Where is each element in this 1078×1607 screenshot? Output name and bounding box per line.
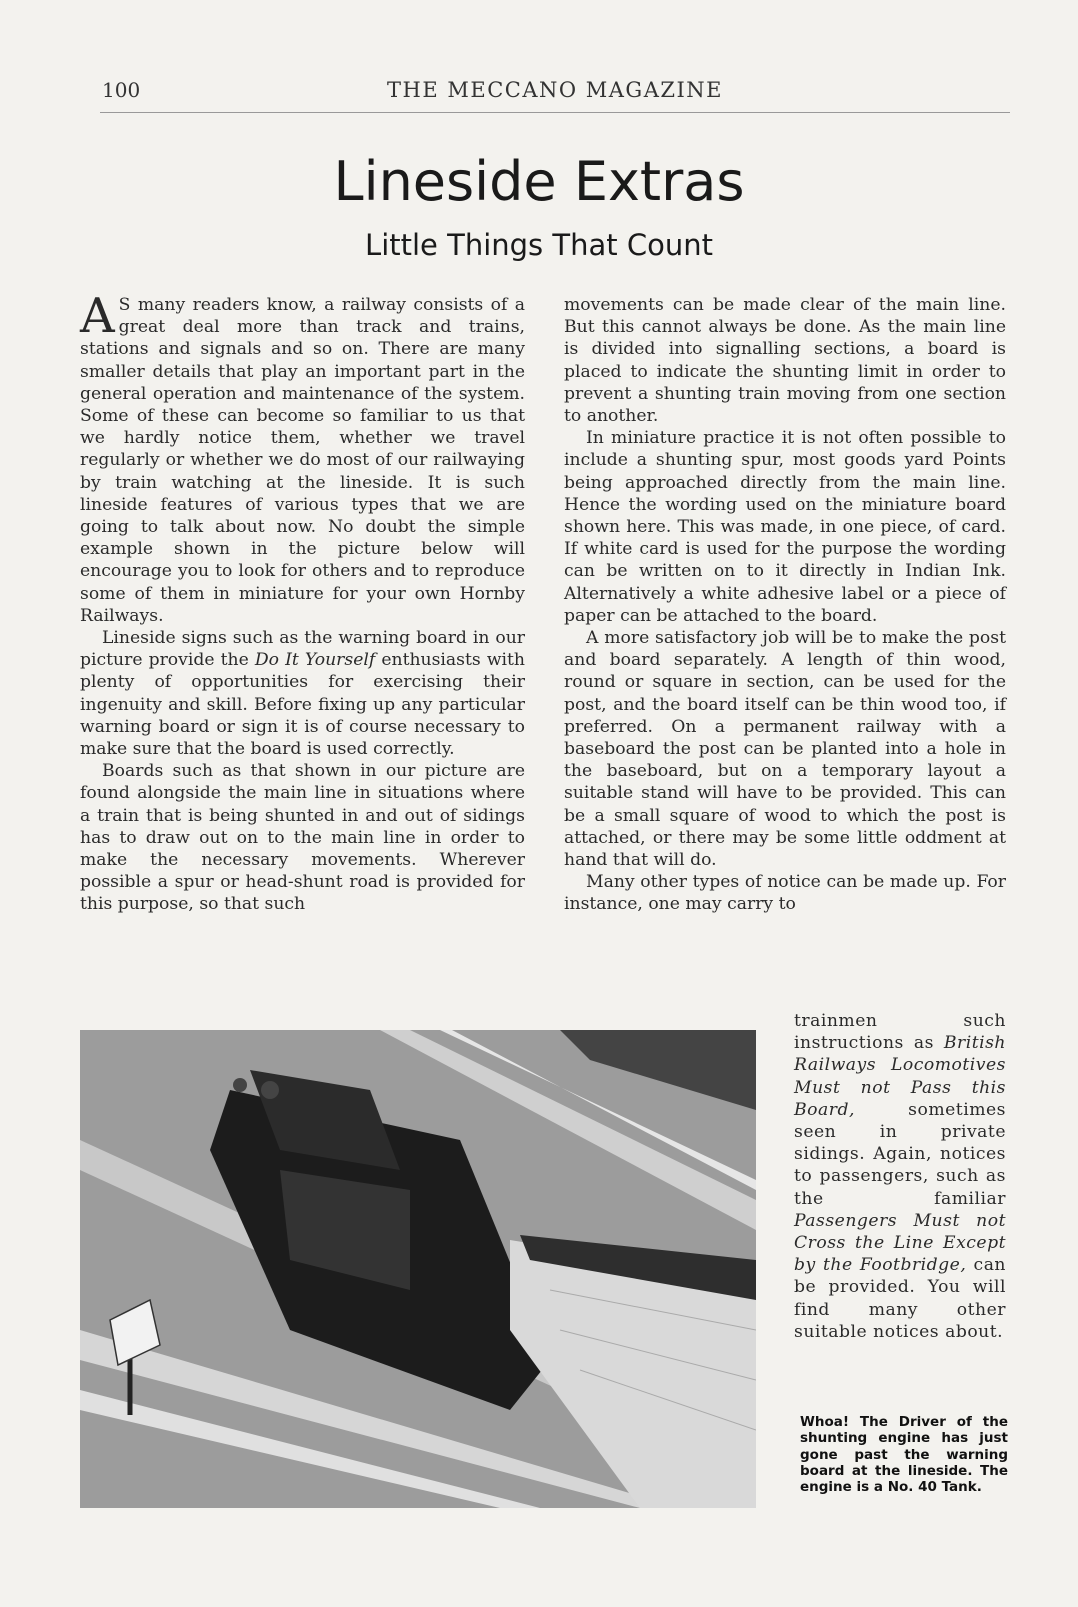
page-header	[100, 78, 1010, 113]
paragraph: movements can be made clear of the main line. But this cannot always be done. As the main line is divided into signalling sections, a board is placed to indicate the shunting limit in order to prevent a shunting train moving from one section to another.	[564, 295, 1006, 427]
paragraph: A S many readers know, a railway consists of a great deal more than track and trains, stations and signals and so on. There are many smaller details that play an important part in the general operation and maintenance of the system. Some of these can become so familiar to us that we hardly notice them, whether we travel regularly or whether we do most of our railwaying by train watching at the lineside. It is such lineside features of various types that we are going to talk about now. No doubt the simple example shown in the picture below will encourage you to look for others and to reproduce some of them in miniature for your own Hornby Railways.	[80, 288, 525, 626]
article-title: Lineside Extras	[333, 150, 745, 213]
train-photo	[80, 1030, 756, 1508]
column-narrow	[794, 1010, 1006, 1343]
column-right	[564, 294, 1006, 916]
page-number: 100	[102, 78, 141, 102]
magazine-title: THE MECCANO MAGAZINE	[387, 78, 723, 102]
paragraph: Boards such as that shown in our picture are found alongside the main line in situations where a train that is being shunted in and out of sidings has to draw out on to the main line in order to make the necessary movements. Wherever possible a spur or head-shunt road is provided for this purpose, so that such	[80, 761, 525, 915]
article-subtitle: Little Things That Count	[365, 228, 713, 262]
paragraph: In miniature practice it is not often possible to include a shunting spur, most goods yard Points being approached directly from the main line. Hence the wording used on the miniature board shown here. This was made, in one piece, of card. If white card is used for the purpose the wording can be written on to it directly in Indian Ink. Alternatively a white adhesive label or a piece of paper can be attached to the board.	[564, 428, 1006, 626]
paragraph: Many other types of notice can be made up. For instance, one may carry to	[564, 872, 1006, 915]
column-left	[80, 288, 526, 916]
train-illustration	[80, 1030, 756, 1508]
photo-caption: Whoa! The Driver of the shunting engine has just gone past the warning board at the lineside. The engine is a No. 40 Tank.	[800, 1414, 1008, 1496]
paragraph: A more satisfactory job will be to make the post and board separately. A length of thin wood, round or square in section, can be used for the post, and the board itself can be thin wood too, if preferred. On a permanent railway with a baseboard the post can be planted into a hole in the baseboard, but on a temporary layout a suitable stand will have to be provided. This can be a small square of wood to which the post is attached, or there may be some little oddment at hand that will do.	[564, 628, 1006, 871]
paragraph: Lineside signs such as the warning board in our picture provide the Do It Yourself enthusiasts with plenty of opportunities for exercising their ingenuity and skill. Before fixing up any particular warning board or sign it is of course necessary to make sure that the board is used correctly.	[80, 628, 526, 760]
drop-cap: A	[80, 288, 115, 344]
paragraph: trainmen such instructions as British Railways Locomotives Must not Pass this Board, sometimes seen in private sidings. Again, notices to passengers, such as the familiar Passengers Must not Cross the Line Except by the Footbridge, can be provided. You will find many other suitable notices about.	[794, 1011, 1007, 1342]
